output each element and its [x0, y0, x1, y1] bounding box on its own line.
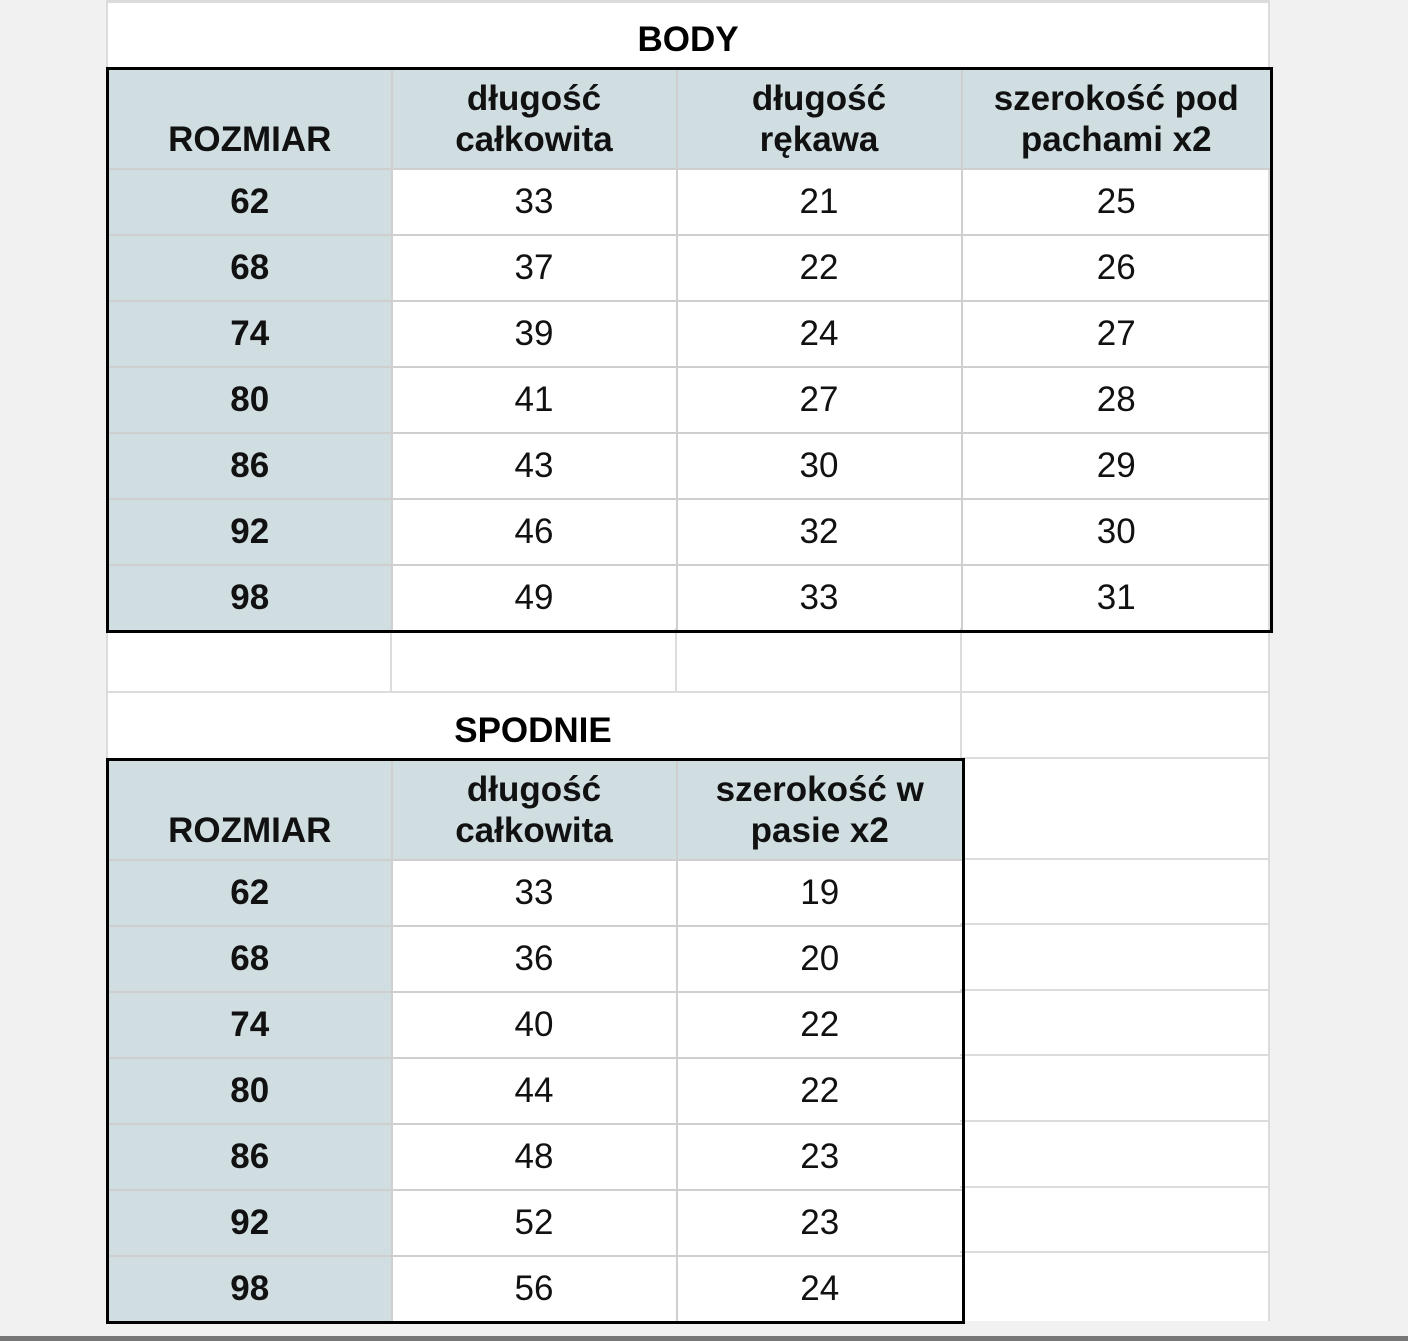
body-value-cell: 30 [962, 499, 1272, 565]
body-value-cell: 33 [677, 565, 962, 632]
body-size-table [106, 67, 1273, 633]
body-value-cell: 27 [962, 301, 1272, 367]
pants-table-row [108, 926, 964, 992]
body-table-row [108, 169, 1272, 235]
pants-value-cell: 33 [392, 860, 677, 926]
body-header-cell: ROZMIAR [108, 69, 392, 169]
pants-table-row [108, 1190, 964, 1256]
body-size-cell: 62 [108, 169, 392, 235]
body-header-cell: szerokość pod pachami x2 [962, 69, 1272, 169]
pants-value-cell: 56 [392, 1256, 677, 1323]
pants-size-cell: 80 [108, 1058, 392, 1124]
body-value-cell: 31 [1096, 577, 1136, 617]
body-value-cell: 49 [392, 565, 677, 632]
pants-size-cell: 74 [108, 992, 392, 1058]
body-table-row [108, 235, 1272, 301]
body-value-cell: 33 [392, 169, 677, 235]
body-header-cell: długość całkowita [392, 69, 677, 169]
pants-table-title: SPODNIE [454, 711, 612, 750]
body-table-row [108, 301, 1272, 367]
spreadsheet-area [106, 0, 1270, 1321]
pants-table-body [108, 860, 964, 1323]
body-size-cell: 86 [108, 433, 392, 499]
pants-value-cell: 23 [677, 1190, 964, 1256]
body-header-cell: długość rękawa [677, 69, 962, 169]
body-value-cell: 24 [677, 301, 962, 367]
pants-table-row [108, 1058, 964, 1124]
body-value-cell: 46 [392, 499, 677, 565]
bottom-edge-bar [0, 1336, 1408, 1341]
body-table-row [108, 499, 1272, 565]
pants-value-cell: 36 [392, 926, 677, 992]
body-table-body [108, 169, 1272, 632]
pants-header-cell: ROZMIAR [108, 760, 392, 860]
body-value-cell: 30 [677, 433, 962, 499]
pants-value-cell: 44 [392, 1058, 677, 1124]
body-value-cell: 39 [392, 301, 677, 367]
pants-table-row [108, 860, 964, 926]
body-value-cell: 37 [392, 235, 677, 301]
body-value-cell: 27 [677, 367, 962, 433]
body-size-cell: 98 [108, 565, 392, 632]
pants-header-cell: szerokość w pasie x2 [677, 760, 964, 860]
body-value-cell: 21 [677, 169, 962, 235]
body-size-cell: 68 [108, 235, 392, 301]
body-value-cell: 25 [962, 169, 1272, 235]
pants-table-header [108, 760, 964, 860]
body-value-cell: 22 [677, 235, 962, 301]
pants-header-cell: długość całkowita [392, 760, 677, 860]
body-table-title: BODY [637, 20, 739, 59]
pants-value-cell: 48 [392, 1124, 677, 1190]
pants-value-cell: 52 [392, 1190, 677, 1256]
body-value-cell: 29 [962, 433, 1272, 499]
body-table-row [108, 565, 1272, 632]
body-size-cell: 80 [108, 367, 392, 433]
pants-value-cell: 23 [677, 1124, 964, 1190]
pants-size-table [106, 758, 965, 1324]
body-value-cell: 26 [962, 235, 1272, 301]
pants-table-row [108, 992, 964, 1058]
pants-size-cell: 86 [108, 1124, 392, 1190]
pants-table-row [108, 1256, 964, 1323]
body-size-cell: 92 [108, 499, 392, 565]
body-value-cell: 28 [962, 367, 1272, 433]
body-value-cell: 32 [677, 499, 962, 565]
pants-value-cell: 19 [677, 860, 964, 926]
pants-value-cell: 22 [677, 1058, 964, 1124]
body-table-row [108, 367, 1272, 433]
pants-value-cell: 22 [677, 992, 964, 1058]
pants-size-cell: 98 [108, 1256, 392, 1323]
body-value-cell: 41 [392, 367, 677, 433]
pants-value-cell: 24 [800, 1268, 840, 1308]
pants-size-cell: 68 [108, 926, 392, 992]
pants-value-cell: 40 [392, 992, 677, 1058]
body-table-header [108, 69, 1272, 169]
pants-value-cell: 20 [677, 926, 964, 992]
pants-size-cell: 92 [108, 1190, 392, 1256]
body-value-cell: 43 [392, 433, 677, 499]
body-table-row [108, 433, 1272, 499]
body-size-cell: 74 [108, 301, 392, 367]
pants-table-row [108, 1124, 964, 1190]
pants-size-cell: 62 [108, 860, 392, 926]
